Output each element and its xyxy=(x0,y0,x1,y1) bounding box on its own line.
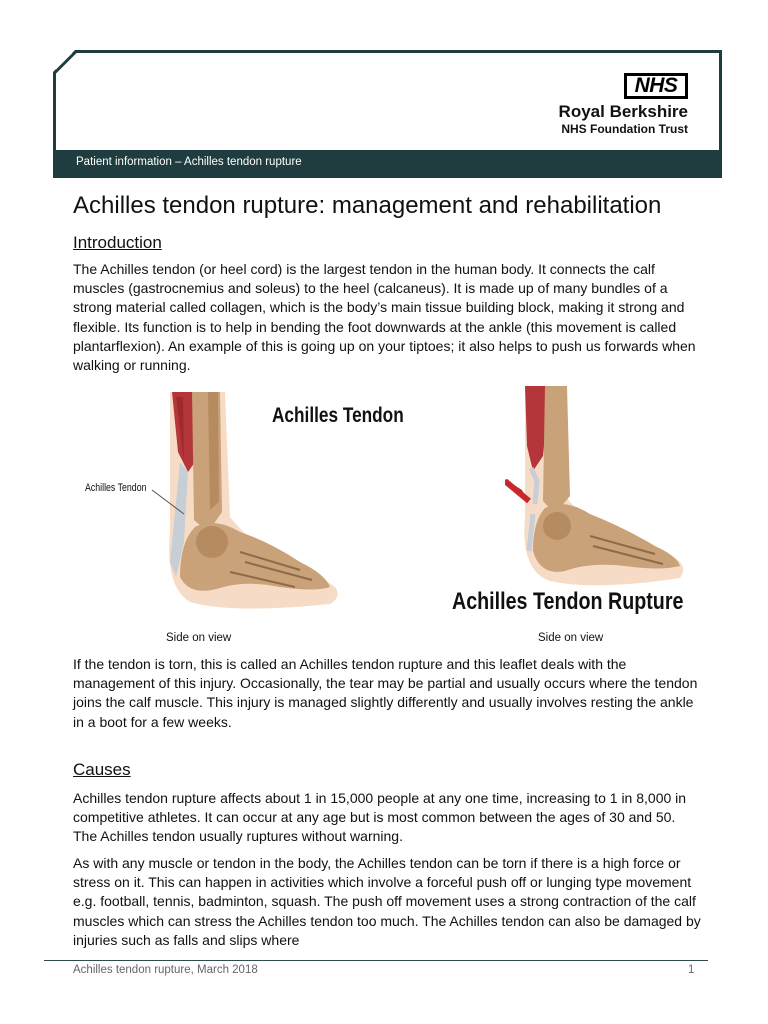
footer-text: Achilles tendon rupture, March 2018 xyxy=(73,964,258,976)
page-title: Achilles tendon rupture: management and rehabilitation xyxy=(73,192,662,219)
left-figure-title: Achilles Tendon xyxy=(272,404,404,427)
right-figure xyxy=(505,386,690,586)
right-figure-caption: Side on view xyxy=(538,632,604,644)
left-figure-label: Achilles Tendon xyxy=(85,482,147,494)
left-figure-pointer xyxy=(150,488,190,518)
footer-divider xyxy=(44,960,708,961)
trust-name-line2: NHS Foundation Trust xyxy=(561,122,688,136)
trust-name xyxy=(559,102,688,137)
trust-name-line1: Royal Berkshire xyxy=(558,102,688,121)
causes-paragraph-2: As with any muscle or tendon in the body, the Achilles tendon can be torn if there is a high force or stress on it. This can happen in activities which involve a forceful push off or lunging type movement e.g. football, tennis, badminton, squash. The push off movement uses a strong contraction of the calf muscles which can stress the Achilles tendon too much. The Achilles tendon can also be damaged by injuries such as falls and slips where xyxy=(73,855,701,948)
right-figure-title: Achilles Tendon Rupture xyxy=(452,588,684,615)
page-number: 1 xyxy=(688,964,695,976)
intro-paragraph: The Achilles tendon (or heel cord) is the largest tendon in the human body. It connects the calf muscles (gastrocnemius and soleus) to the heel (calcaneus). It is made up of many bundles of a strong material called collagen, which is the body’s main tissue building block, making it strong and flexible. Its function is to help in bending the foot downwards at the ankle (this movement is called plantarflexion). An example of this is going up on your tiptoes; it also helps to push us forwards when walking or running. xyxy=(73,261,696,374)
header-bar: Patient information – Achilles tendon rupture xyxy=(56,150,719,175)
causes-heading: Causes xyxy=(73,760,131,779)
intro-heading: Introduction xyxy=(73,233,162,252)
rupture-paragraph: If the tendon is torn, this is called an Achilles tendon rupture and this leaflet deals with the management of this injury. Occasionally, the tear may be partial and usually occurs where the tendon joins the calf muscle. This injury is managed slightly differently and usually involves resting the ankle in a boot for a few weeks. xyxy=(73,656,698,730)
nhs-logo: NHS xyxy=(624,73,688,99)
left-figure-caption: Side on view xyxy=(166,632,232,644)
causes-paragraph-1: Achilles tendon rupture affects about 1 in 15,000 people at any one time, increasing to 1 in 8,000 in competitive athletes. It can occur at any age but is most common between the ages of 30 and 50. The Achilles tendon usually ruptures without warning. xyxy=(73,790,687,845)
